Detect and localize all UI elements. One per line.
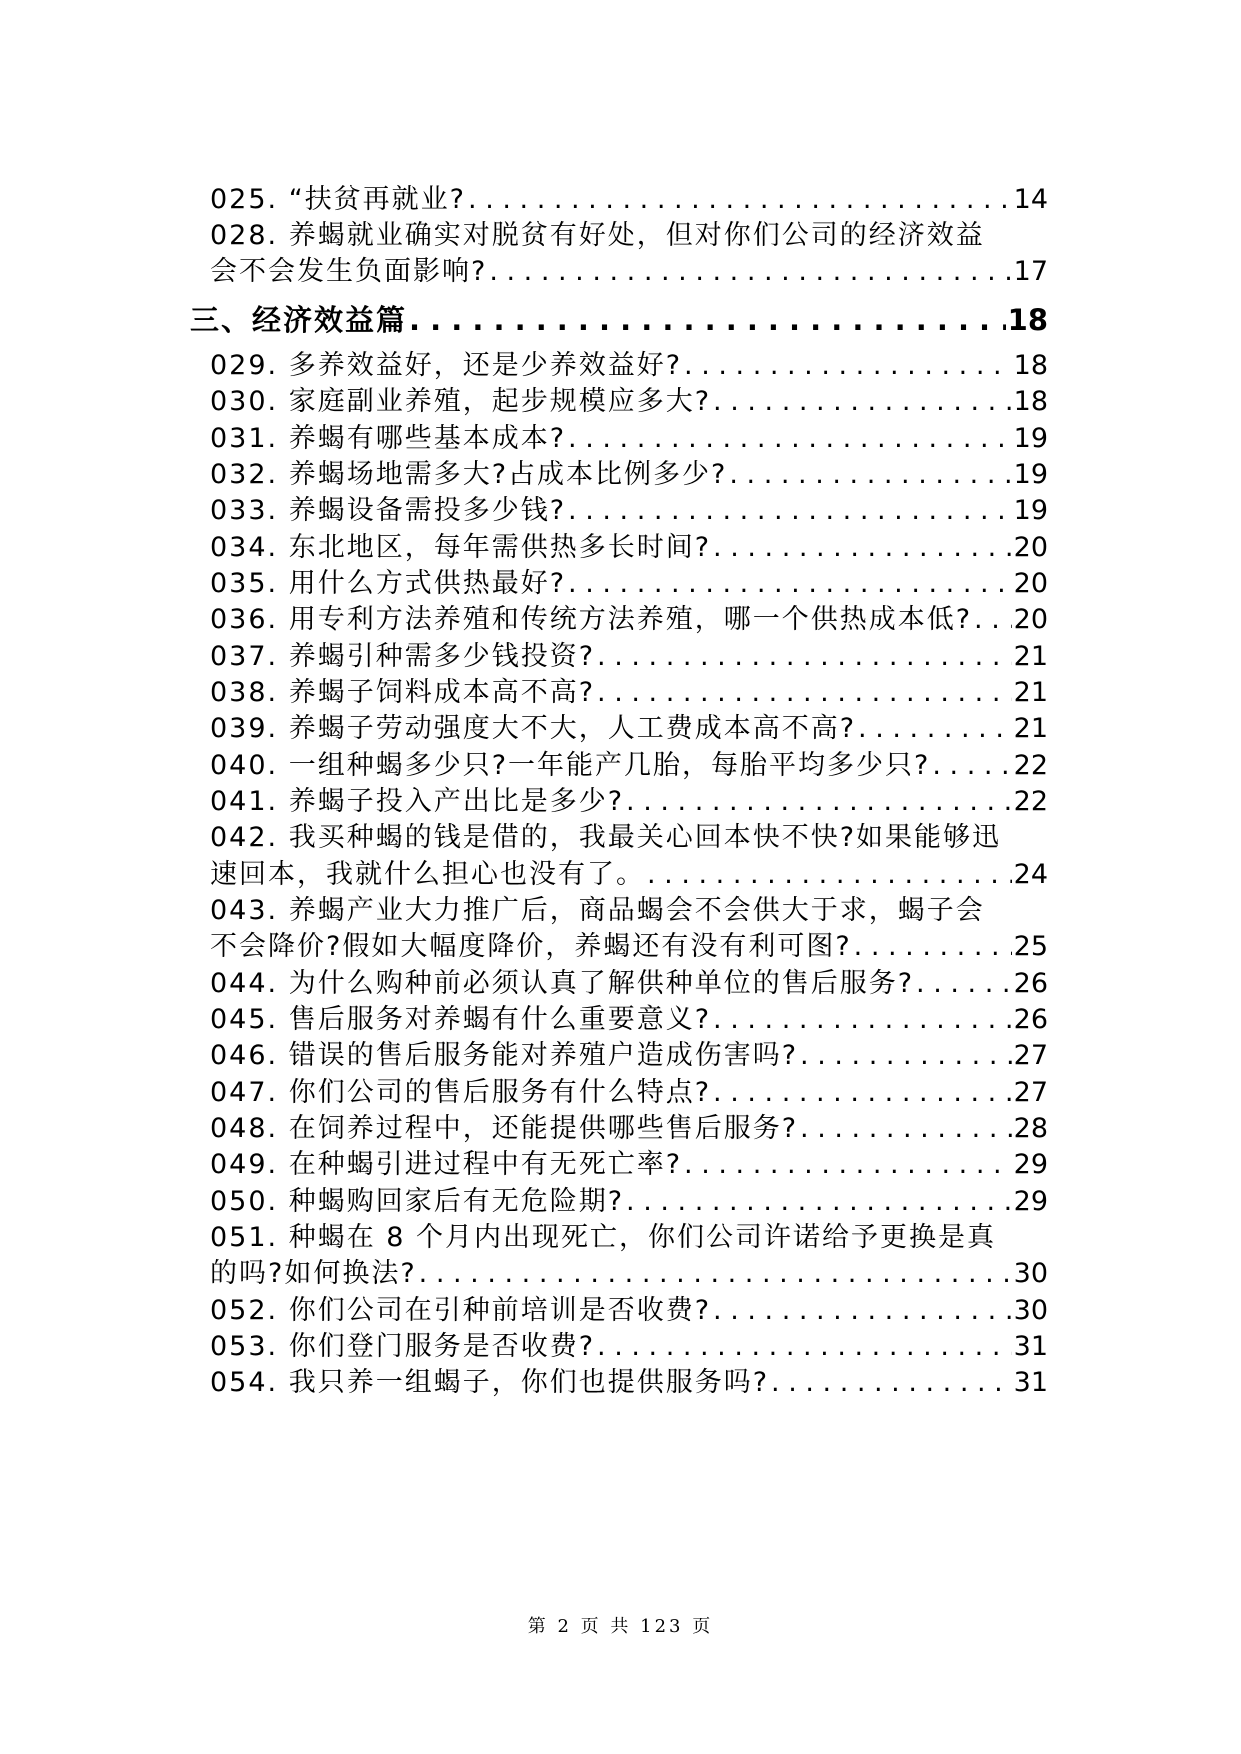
- toc-entry-title: 029. 多养效益好，还是少养效益好?: [210, 350, 683, 381]
- toc-entry[interactable]: [210, 1109, 1048, 1149]
- toc-leader-dots: [713, 1073, 1012, 1113]
- toc-leader-dots: [409, 300, 1006, 340]
- toc-entry[interactable]: [210, 1291, 1048, 1331]
- toc-leader-dots: [932, 746, 1011, 786]
- toc-entry-title: 025. “扶贫再就业?: [210, 184, 467, 215]
- toc-page-number: 17: [1013, 256, 1048, 287]
- toc-page-number: 14: [1013, 184, 1048, 215]
- toc-entry-title: 038. 养蝎子饲料成本高不高?: [210, 677, 596, 708]
- toc-leader-dots: [489, 252, 1011, 292]
- toc-entry-title: 036. 用专利方法养殖和传统方法养殖，哪一个供热成本低?: [210, 604, 973, 635]
- toc-leader-dots: [597, 1327, 1012, 1367]
- toc-entry-title: 037. 养蝎引种需多少钱投资?: [210, 641, 596, 672]
- toc-page-number: 22: [1013, 750, 1048, 781]
- toc-entry-title: 051. 种蝎在 8 个月内出现死亡，你们公司许诺给予更换是真: [210, 1222, 997, 1253]
- page-footer: 第 2 页 共 123 页: [527, 1616, 714, 1637]
- toc-entry-title: 035. 用什么方式供热最好?: [210, 568, 567, 599]
- toc-entry[interactable]: [210, 346, 1048, 386]
- toc-page-number: 20: [1013, 532, 1048, 563]
- toc-leader-dots: [800, 1109, 1012, 1149]
- toc-leader-dots: [854, 927, 1012, 967]
- toc-entry[interactable]: [210, 600, 1048, 640]
- toc-entry-title: 044. 为什么购种前必须认真了解供种单位的售后服务?: [210, 968, 915, 999]
- toc-leader-dots: [597, 673, 1012, 713]
- toc-entry-title: 043. 养蝎产业大力推广后，商品蝎会不会供大于求，蝎子会: [210, 895, 985, 926]
- toc-page-number: 21: [1013, 641, 1048, 672]
- toc-leader-dots: [626, 1182, 1012, 1222]
- toc-page-number: 24: [1013, 859, 1048, 890]
- toc-entry[interactable]: [210, 216, 1048, 256]
- toc-entry-title: 028. 养蝎就业确实对脱贫有好处，但对你们公司的经济效益: [210, 220, 985, 251]
- toc-entry-title: 040. 一组种蝎多少只?一年能产几胎，每胎平均多少只?: [210, 750, 931, 781]
- toc-leader-dots: [729, 455, 1011, 495]
- toc-entry-title: 034. 东北地区，每年需供热多长时间?: [210, 532, 712, 563]
- toc-page-number: 30: [1013, 1295, 1048, 1326]
- toc-page-number: 20: [1013, 604, 1048, 635]
- toc-leader-dots: [713, 1291, 1012, 1331]
- toc-entry-title: 053. 你们登门服务是否收费?: [210, 1331, 596, 1362]
- toc-entry-title: 042. 我买种蝎的钱是借的，我最关心回本快不快?如果能够迅: [210, 822, 1002, 853]
- toc-page-number: 19: [1013, 423, 1048, 454]
- toc-entry[interactable]: [210, 637, 1048, 677]
- toc-page-number: 18: [1013, 386, 1048, 417]
- toc-page-number: 21: [1013, 713, 1048, 744]
- toc-entry-title: 049. 在种蝎引进过程中有无死亡率?: [210, 1149, 683, 1180]
- toc-page-number: 30: [1013, 1258, 1048, 1289]
- toc-entry-title: 030. 家庭副业养殖，起步规模应多大?: [210, 386, 712, 417]
- toc-entry-title: 三、经济效益篇: [190, 303, 408, 337]
- toc-page-number: 31: [1013, 1367, 1048, 1398]
- toc-page-number: 27: [1013, 1040, 1048, 1071]
- toc-entry-title: 054. 我只养一组蝎子，你们也提供服务吗?: [210, 1367, 770, 1398]
- toc-entry[interactable]: [210, 180, 1048, 220]
- toc-entry-title: 速回本，我就什么担心也没有了。: [210, 859, 645, 890]
- toc-entry[interactable]: [210, 382, 1048, 422]
- toc-entry-title: 不会降价?假如大幅度降价，养蝎还有没有利可图?: [210, 931, 852, 962]
- toc-entry-title: 033. 养蝎设备需投多少钱?: [210, 495, 567, 526]
- toc-page-number: 26: [1013, 1004, 1048, 1035]
- toc-entry-title: 052. 你们公司在引种前培训是否收费?: [210, 1295, 712, 1326]
- toc-leader-dots: [858, 709, 1012, 749]
- toc-leader-dots: [916, 964, 1012, 1004]
- toc-leader-dots: [684, 346, 1012, 386]
- toc-leader-dots: [974, 600, 1012, 640]
- toc-entry[interactable]: [210, 455, 1048, 495]
- toc-entry-title: 045. 售后服务对养蝎有什么重要意义?: [210, 1004, 712, 1035]
- toc-entry-title: 会不会发生负面影响?: [210, 256, 488, 287]
- toc-entry[interactable]: [210, 1363, 1048, 1403]
- toc-entry-title: 031. 养蝎有哪些基本成本?: [210, 423, 567, 454]
- toc-entry[interactable]: [210, 1145, 1048, 1185]
- toc-entry[interactable]: [210, 673, 1048, 713]
- toc-leader-dots: [684, 1145, 1012, 1185]
- toc-leader-dots: [419, 1254, 1012, 1294]
- toc-entry-title: 048. 在饲养过程中，还能提供哪些售后服务?: [210, 1113, 799, 1144]
- toc-entry[interactable]: [210, 252, 1048, 292]
- toc-page-number: 18: [1007, 303, 1048, 337]
- toc-entry[interactable]: [210, 709, 1048, 749]
- toc-leader-dots: [800, 1036, 1012, 1076]
- toc-entry[interactable]: [210, 1036, 1048, 1076]
- toc-page-number: 21: [1013, 677, 1048, 708]
- toc-leader-dots: [568, 491, 1012, 531]
- toc-page-number: 29: [1013, 1149, 1048, 1180]
- toc-leader-dots: [568, 419, 1012, 459]
- toc-entry-title: 的吗?如何换法?: [210, 1258, 417, 1289]
- toc-page-number: 28: [1013, 1113, 1048, 1144]
- toc-entry[interactable]: [210, 1000, 1048, 1040]
- toc-leader-dots: [771, 1363, 1012, 1403]
- toc-entry-title: 041. 养蝎子投入产出比是多少?: [210, 786, 625, 817]
- toc-entry[interactable]: [210, 818, 1048, 858]
- toc-page-number: 29: [1013, 1186, 1048, 1217]
- toc-leader-dots: [468, 180, 1012, 220]
- toc-entry-title: 046. 错误的售后服务能对养殖户造成伤害吗?: [210, 1040, 799, 1071]
- toc-page-number: 26: [1013, 968, 1048, 999]
- toc-entry-title: 050. 种蝎购回家后有无危险期?: [210, 1186, 625, 1217]
- toc-leader-dots: [626, 782, 1012, 822]
- toc-page-number: 31: [1013, 1331, 1048, 1362]
- toc-entry[interactable]: [210, 855, 1048, 895]
- toc-entry[interactable]: [210, 564, 1048, 604]
- toc-entry-title: 047. 你们公司的售后服务有什么特点?: [210, 1077, 712, 1108]
- toc-entry[interactable]: [210, 1073, 1048, 1113]
- toc-entry-title: 032. 养蝎场地需多大?占成本比例多少?: [210, 459, 728, 490]
- toc-entry[interactable]: [210, 891, 1048, 931]
- toc-entry[interactable]: [210, 782, 1048, 822]
- toc-page-number: 25: [1013, 931, 1048, 962]
- toc-entry[interactable]: [210, 419, 1048, 459]
- toc-page-number: 18: [1013, 350, 1048, 381]
- toc-leader-dots: [713, 382, 1012, 422]
- toc-page-number: 22: [1013, 786, 1048, 817]
- toc-page-number: 19: [1013, 495, 1048, 526]
- toc-page-number: 20: [1013, 568, 1048, 599]
- toc-section-heading[interactable]: [190, 300, 1048, 340]
- toc-entry[interactable]: [210, 964, 1048, 1004]
- toc-entry[interactable]: [210, 528, 1048, 568]
- toc-entry[interactable]: [210, 746, 1048, 786]
- toc-entry[interactable]: [210, 491, 1048, 531]
- toc-entry[interactable]: [210, 1182, 1048, 1222]
- toc-leader-dots: [568, 564, 1012, 604]
- toc-entry[interactable]: [210, 1327, 1048, 1367]
- toc-entry[interactable]: [210, 927, 1048, 967]
- toc-leader-dots: [597, 637, 1012, 677]
- toc-entry[interactable]: [210, 1254, 1048, 1294]
- toc-leader-dots: [647, 855, 1012, 895]
- toc-entry-title: 039. 养蝎子劳动强度大不大，人工费成本高不高?: [210, 713, 857, 744]
- toc-leader-dots: [713, 528, 1012, 568]
- toc-entry[interactable]: [210, 1218, 1048, 1258]
- toc-page-number: 19: [1013, 459, 1048, 490]
- toc-leader-dots: [713, 1000, 1012, 1040]
- toc-page-number: 27: [1013, 1077, 1048, 1108]
